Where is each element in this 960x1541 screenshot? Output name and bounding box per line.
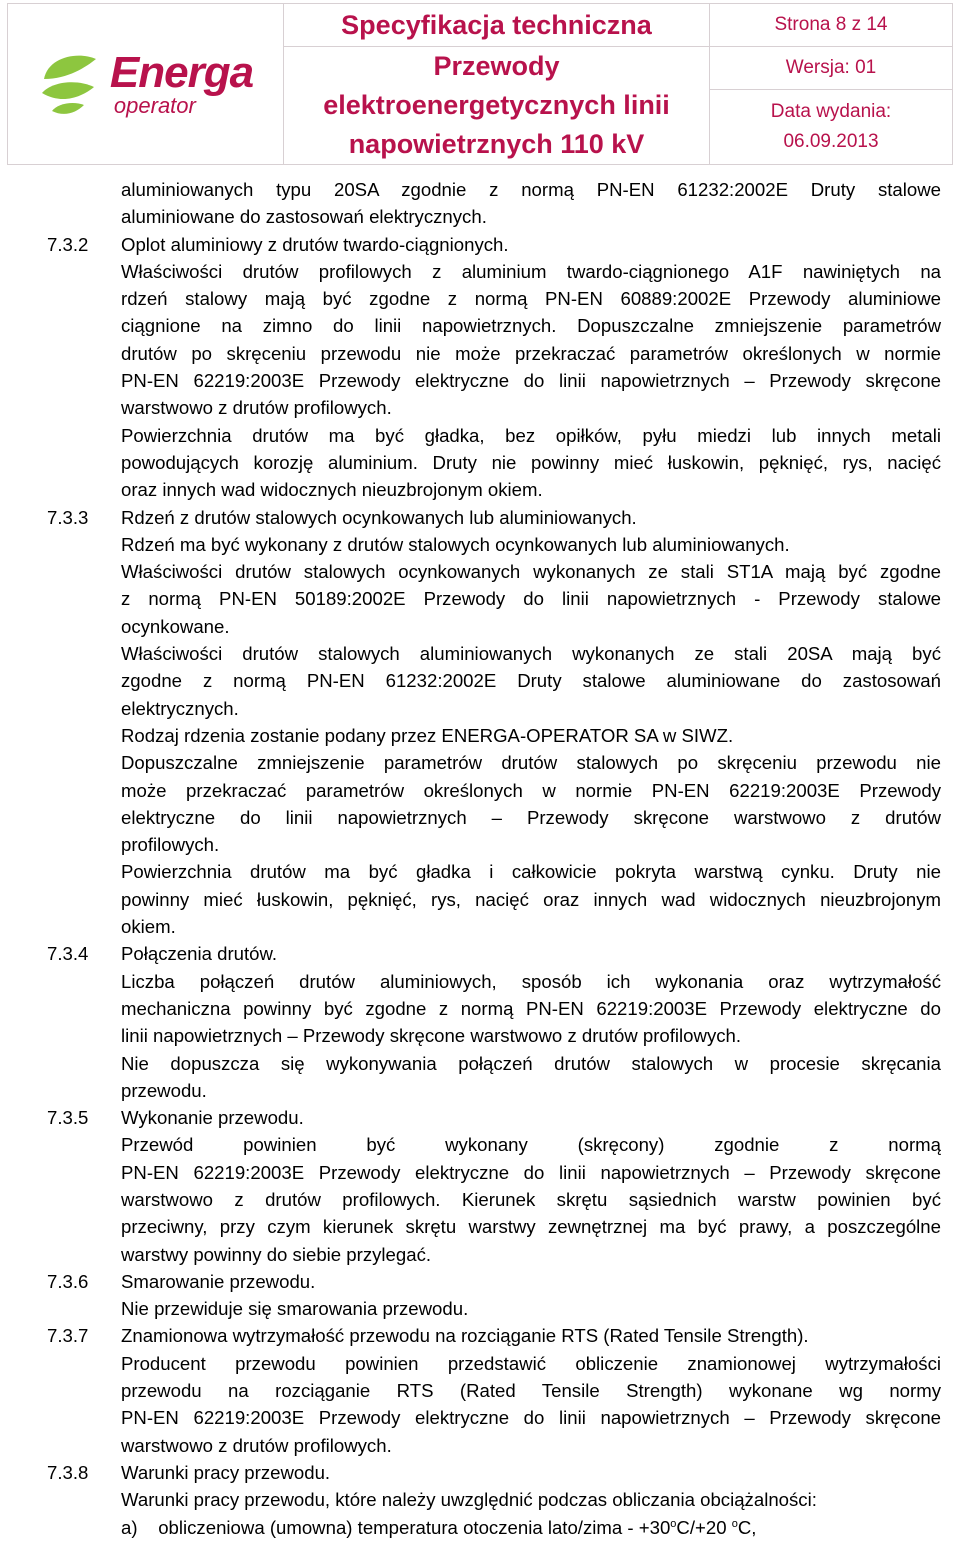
paragraph-line: warstwowo z drutów profilowych. Kierunek skrętu sąsiednich warstw powinien być bbox=[121, 1188, 941, 1210]
list-item-text: C/+20 bbox=[676, 1516, 732, 1538]
paragraph-line: mechaniczna powinny być zgodne z normą PN-EN 62219:2003E Przewody elektryczne do bbox=[121, 997, 941, 1019]
paragraph-line: Rdzeń ma być wykonany z drutów stalowych ocynkowanych lub aluminiowanych. bbox=[121, 533, 790, 555]
paragraph-line: powodujących korozję aluminium. Druty nie powinny mieć łuskowin, pęknięć, rys, nacięć bbox=[121, 451, 941, 473]
paragraph-line: Powierzchnia drutów ma być gładka, bez opiłków, pyłu miedzi lub innych metali bbox=[121, 424, 941, 446]
section-number: 7.3.3 bbox=[47, 506, 89, 528]
section-title: Wykonanie przewodu. bbox=[121, 1107, 304, 1129]
page-number bbox=[710, 4, 953, 47]
logo-name: Energa bbox=[109, 48, 254, 97]
document-title: Specyfikacja techniczna bbox=[341, 10, 652, 40]
version bbox=[710, 47, 953, 90]
paragraph-line: Dopuszczalne zmniejszenie parametrów drutów stalowych po skręceniu przewodu nie bbox=[121, 752, 941, 774]
paragraph-line: elektryczne do linii napowietrznych – Przewody skręcone warstwowo z drutów bbox=[121, 806, 941, 828]
degree-sup: o bbox=[731, 1517, 738, 1530]
section-title: Oplot aluminiowy z drutów twardo-ciągnionych. bbox=[121, 233, 509, 255]
paragraph-line: profilowych. bbox=[121, 834, 220, 856]
paragraph-line: Rodzaj rdzenia zostanie podany przez ENERGA-OPERATOR SA w SIWZ. bbox=[121, 724, 734, 746]
paragraph-line: okiem. bbox=[121, 916, 176, 938]
section-title: Znamionowa wytrzymałość przewodu na rozciąganie RTS (Rated Tensile Strength). bbox=[121, 1325, 809, 1347]
document-body bbox=[47, 176, 941, 1541]
logo-cell bbox=[8, 4, 284, 165]
section-number: 7.3.8 bbox=[47, 1461, 89, 1483]
degree-sup: o bbox=[670, 1517, 677, 1530]
paragraph-line: z normą PN-EN 50189:2002E Przewody do linii napowietrznych - Przewody stalowe bbox=[121, 588, 941, 610]
paragraph-line: PN-EN 62219:2003E Przewody elektryczne do linii napowietrznych – Przewody skręcone bbox=[121, 370, 941, 392]
section-7-3-3 bbox=[47, 504, 941, 531]
page-number-text: Strona 8 z 14 bbox=[774, 14, 888, 35]
logo-subtitle: operator bbox=[113, 93, 196, 118]
paragraph-line: ocynkowane. bbox=[121, 615, 230, 637]
paragraph-line: powinny mieć łuskowin, pęknięć, rys, nacięć oraz innych wad widocznych nieuzbrojonym bbox=[121, 888, 941, 910]
section-7-3-6 bbox=[47, 1268, 941, 1295]
paragraph-line: aluminiowanych typu 20SA zgodnie z normą PN-EN 61232:2002E Druty stalowe bbox=[121, 179, 941, 200]
document-header bbox=[7, 3, 953, 165]
list-item-text: C, bbox=[737, 1516, 757, 1538]
paragraph-line: aluminiowane do zastosowań elektrycznych. bbox=[121, 206, 487, 228]
title-cell-1 bbox=[284, 4, 710, 47]
paragraph-line: Nie przewiduje się smarowania przewodu. bbox=[121, 1298, 469, 1320]
paragraph-line: Warunki pracy przewodu, które należy uwzględnić podczas obliczania obciążalności: bbox=[121, 1489, 817, 1511]
paragraph-line: Przewód powinien być wykonany (skręcony) zgodnie z normą bbox=[121, 1134, 941, 1156]
paragraph-line: Powierzchnia drutów ma być gładka i całkowicie pokryta warstwą cynku. Druty nie bbox=[121, 861, 941, 883]
paragraph-line: rdzeń stalowy mają być zgodne z normą PN-EN 60889:2002E Przewody aluminiowe bbox=[121, 288, 941, 310]
paragraph-line: Właściwości drutów stalowych ocynkowanych wykonanych ze stali ST1A mają być zgodne bbox=[121, 561, 941, 583]
section-title: Smarowanie przewodu. bbox=[121, 1270, 316, 1292]
energa-logo bbox=[8, 49, 283, 119]
paragraph-line: warstwy powinny do siebie przylegać. bbox=[121, 1243, 432, 1265]
section-number: 7.3.5 bbox=[47, 1107, 89, 1129]
paragraph-line: Właściwości drutów stalowych aluminiowanych wykonanych ze stali 20SA mają być bbox=[121, 643, 941, 665]
section-7-3-8 bbox=[47, 1459, 941, 1486]
section-number: 7.3.2 bbox=[47, 233, 89, 255]
section-title: Rdzeń z drutów stalowych ocynkowanych lub aluminiowanych. bbox=[121, 506, 637, 528]
title-cell-2 bbox=[284, 47, 710, 165]
paragraph-line: Liczba połączeń drutów aluminiowych, sposób ich wykonania oraz wytrzymałość bbox=[121, 970, 941, 992]
version-text: Wersja: 01 bbox=[785, 57, 877, 78]
title-line-3: elektroenergetycznych linii bbox=[323, 90, 670, 120]
paragraph-line: elektrycznych. bbox=[121, 697, 239, 719]
section-7-3-7 bbox=[47, 1322, 941, 1349]
section-title: Warunki pracy przewodu. bbox=[121, 1461, 331, 1483]
issue-date-label: Data wydania: bbox=[770, 101, 892, 122]
paragraph-line: ciągnione na zimno do linii napowietrznych. Dopuszczalne zmniejszenie parametrów bbox=[121, 315, 941, 337]
paragraph-line: drutów po skręceniu przewodu nie może przekraczać parametrów określonych w normie bbox=[121, 342, 941, 364]
paragraph-line: Nie dopuszcza się wykonywania połączeń drutów stalowych w procesie skręcania bbox=[121, 1052, 941, 1074]
paragraph-line: linii napowietrznych – Przewody skręcone warstwowo z drutów profilowych. bbox=[121, 1025, 742, 1047]
paragraph-line: warstwowo z drutów profilowych. bbox=[121, 397, 392, 419]
section-7-3-4 bbox=[47, 940, 941, 967]
paragraph-line: warstwowo z drutów profilowych. bbox=[121, 1434, 392, 1456]
list-item-text: a) obliczeniowa (umowna) temperatura otoczenia lato/zima - +30 bbox=[121, 1516, 671, 1538]
list-item-a bbox=[121, 1514, 941, 1541]
title-line-4: napowietrznych 110 kV bbox=[348, 129, 645, 159]
section-number: 7.3.4 bbox=[47, 943, 89, 965]
issue-date-value: 06.09.2013 bbox=[783, 131, 879, 152]
paragraph-line: zgodne z normą PN-EN 61232:2002E Druty stalowe aluminiowane do zastosowań bbox=[121, 670, 941, 692]
section-7-3-5 bbox=[47, 1104, 941, 1131]
section-7-3-2 bbox=[47, 231, 941, 258]
title-line-2: Przewody bbox=[433, 51, 560, 81]
paragraph-line: przewodu. bbox=[121, 1079, 207, 1101]
paragraph-line: może przekraczać parametrów określonych w normie PN-EN 62219:2003E Przewody bbox=[121, 779, 941, 801]
paragraph-line: PN-EN 62219:2003E Przewody elektryczne do linii napowietrznych – Przewody skręcone bbox=[121, 1161, 941, 1183]
paragraph-line: oraz innych wad widocznych nieuzbrojonym okiem. bbox=[121, 479, 543, 501]
section-number: 7.3.7 bbox=[47, 1325, 89, 1347]
paragraph-line: PN-EN 62219:2003E Przewody elektryczne do linii napowietrznych – Przewody skręcone bbox=[121, 1407, 941, 1429]
issue-date bbox=[710, 90, 953, 165]
section-title: Połączenia drutów. bbox=[121, 943, 278, 965]
leaf-icon bbox=[38, 49, 100, 119]
section-number: 7.3.6 bbox=[47, 1270, 89, 1292]
paragraph-line: przeciwny, przy czym kierunek skrętu warstwy zewnętrznej ma być prawy, a poszczególne bbox=[121, 1216, 941, 1238]
paragraph-line: Właściwości drutów profilowych z aluminium twardo-ciągnionego A1F nawiniętych na bbox=[121, 260, 941, 282]
paragraph-line: przewodu na rozciąganie RTS (Rated Tensile Strength) wykonane wg normy bbox=[121, 1380, 941, 1402]
paragraph-line: Producent przewodu powinien przedstawić obliczenie znamionowej wytrzymałości bbox=[121, 1352, 941, 1374]
